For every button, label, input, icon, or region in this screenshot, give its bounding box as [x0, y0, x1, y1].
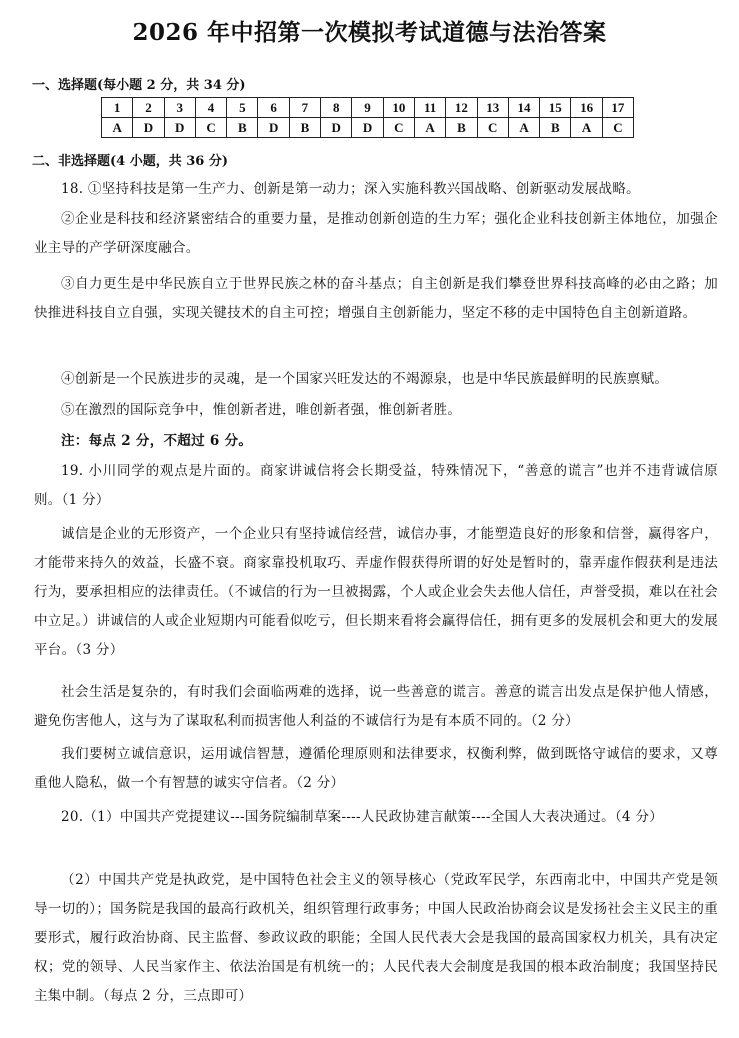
answer-cell: B	[446, 118, 477, 138]
q19-point-3: 我们要树立诚信意识，运用诚信智慧，遵循伦理原则和法律要求，权衡利弊，做到既恪守诚信的要求，又尊重他人隐私，做一个有智慧的诚实守信者。（2 分）	[34, 746, 718, 791]
q18-point-3: ③自力更生是中华民族自立于世界民族之林的奋斗基点；自主创新是我们攀登世界科技高峰的必由之路；加快推进科技自立自强，实现关键技术的自主可控；增强自主创新能力，坚定不移的走中国特色自主创新道路。	[34, 276, 718, 321]
answer-cell: B	[227, 118, 258, 138]
q18-point-1: 18. ①坚持科技是第一生产力、创新是第一动力；深入实施科教兴国战略、创新驱动发展战略。	[61, 181, 640, 197]
answer-cell: B	[540, 118, 571, 138]
answer-cell: A	[508, 118, 539, 138]
answer-cell: C	[383, 118, 414, 138]
question-number-cell: 10	[383, 98, 414, 118]
question-number-cell: 1	[102, 98, 133, 118]
answer-table-number-row	[102, 98, 634, 118]
q19-point-1: 诚信是企业的无形资产，一个企业只有坚持诚信经营，诚信办事，才能塑造良好的形象和信誉，赢得客户，才能带来持久的效益，长盛不衰。商家靠投机取巧、弄虚作假获得所谓的好处是暂时的，靠弄虚作假获利是违法行为，要承担相应的法律责任。（不诚信的行为一旦被揭露，个人或企业会失去他人信任，声誉受损，难以在社会中立足。）讲诚信的人或企业短期内可能看似吃亏，但长期来看将会赢得信任，拥有更多的发展机会和更大的发展平台。（3 分）	[34, 526, 718, 658]
question-number-cell: 4	[195, 98, 226, 118]
question-number-cell: 5	[227, 98, 258, 118]
question-number-cell: 2	[133, 98, 164, 118]
question-number-cell: 17	[602, 98, 633, 118]
q18-point-2: ②企业是科技和经济紧密结合的重要力量，是推动创新创造的生力军；强化企业科技创新主体地位，加强企业主导的产学研深度融合。	[34, 211, 718, 256]
question-number-cell: 15	[540, 98, 571, 118]
answer-cell: C	[195, 118, 226, 138]
q20-part-2: （2）中国共产党是执政党，是中国特色社会主义的领导核心（党政军民学，东西南北中，中国共产党是领导一切的）；国务院是我国的最高行政机关，组织管理行政事务；中国人民政治协商会议是发扬社会主义民主的重要形式，履行政治协商、民主监督、参政议政的职能；全国人民代表大会是我国的最高国家权力机关，具有决定权；党的领导、人民当家作主、依法治国是有机统一的；人民代表大会制度是我国的根本政治制度；我国坚持民主集中制。（每点 2 分，三点即可）	[34, 872, 718, 1004]
q18-point-4: ④创新是一个民族进步的灵魂，是一个国家兴旺发达的不竭源泉，也是中华民族最鲜明的民族禀赋。	[61, 371, 669, 387]
answer-cell: D	[321, 118, 352, 138]
question-number-cell: 3	[164, 98, 195, 118]
q20-part-1: 20.（1）中国共产党提建议---国务院编制草案----人民政协建言献策----全国人大表决通过。（4 分）	[61, 809, 664, 825]
answer-cell: D	[133, 118, 164, 138]
q19-point-2: 社会生活是复杂的，有时我们会面临两难的选择，说一些善意的谎言。善意的谎言出发点是保护他人情感，避免伤害他人，这与为了谋取私利而损害他人利益的不诚信行为是有本质不同的。（2 分）	[34, 684, 718, 729]
q18-point-5: ⑤在激烈的国际竞争中，惟创新者进，唯创新者强，惟创新者胜。	[61, 402, 462, 418]
question-number-cell: 12	[446, 98, 477, 118]
answer-cell: A	[414, 118, 445, 138]
question-number-cell: 9	[352, 98, 383, 118]
answer-cell: D	[258, 118, 289, 138]
answer-cell: A	[571, 118, 602, 138]
answer-cell: D	[352, 118, 383, 138]
q19-intro: 19. 小川同学的观点是片面的。商家讲诚信将会长期受益，特殊情况下，“善意的谎言”也并不违背诚信原则。（1 分）	[34, 463, 718, 508]
question-number-cell: 16	[571, 98, 602, 118]
question-number-cell: 7	[289, 98, 320, 118]
question-number-cell: 8	[321, 98, 352, 118]
page-title: 2026 年中招第一次模拟考试道德与法治答案	[132, 19, 607, 46]
q18-scoring-note: 注：每点 2 分，不超过 6 分。	[61, 433, 253, 449]
question-number-cell: 14	[508, 98, 539, 118]
answer-cell: D	[164, 118, 195, 138]
section-1-heading: 一、选择题(每小题 2 分，共 34 分)	[32, 78, 246, 93]
question-number-cell: 13	[477, 98, 508, 118]
answer-cell: B	[289, 118, 320, 138]
question-number-cell: 11	[414, 98, 445, 118]
section-2-heading: 二、非选择题(4 小题，共 36 分)	[32, 154, 229, 169]
answer-cell: C	[477, 118, 508, 138]
answer-table-answer-row	[102, 118, 634, 138]
answer-cell: A	[102, 118, 133, 138]
question-number-cell: 6	[258, 98, 289, 118]
answer-cell: C	[602, 118, 633, 138]
answer-table	[101, 97, 634, 138]
